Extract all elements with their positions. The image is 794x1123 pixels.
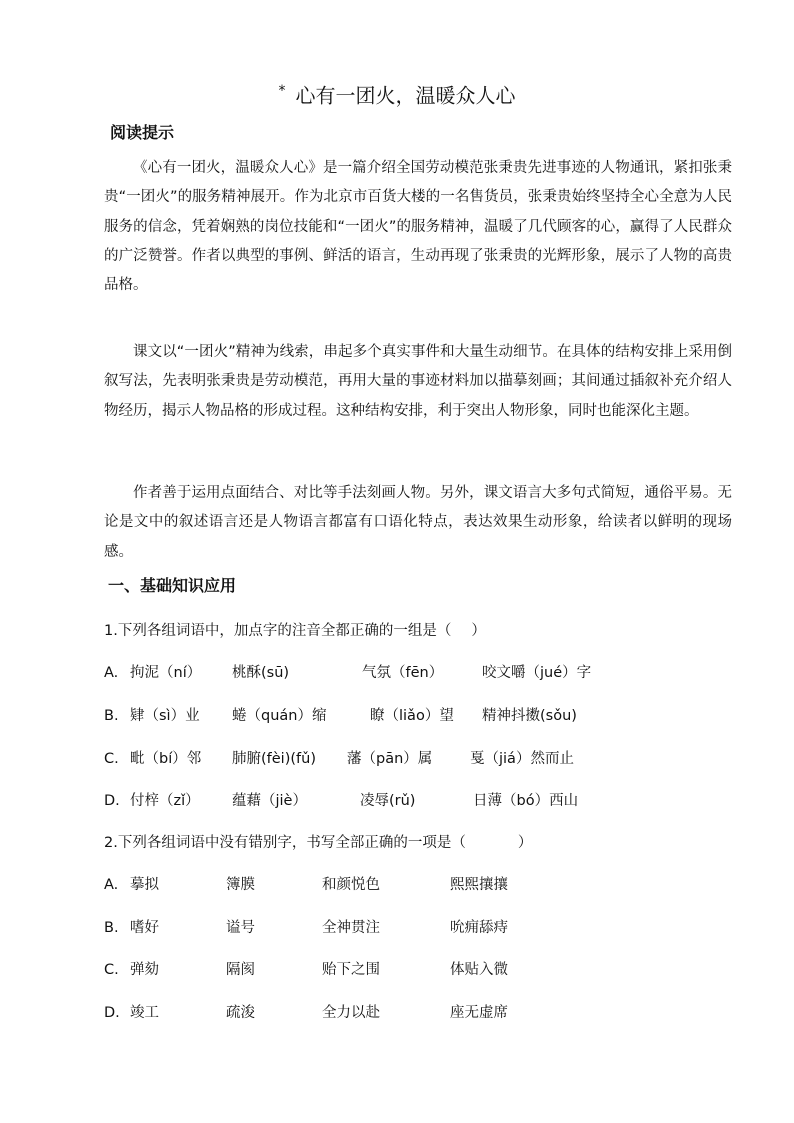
option-item: 凌辱(rǔ): [360, 793, 416, 809]
option-item: 全神贯注: [322, 920, 380, 936]
hint-paragraph-3: 作者善于运用点面结合、对比等手法刻画人物。另外，课文语言大多句式简短，通俗平易。无论是文中的叙述语言还是人物语言都富有口语化特点，表达效果生动形象，给读者以鲜明的现场感。: [104, 485, 732, 560]
option-item: 贻下之围: [322, 962, 380, 978]
option-item: 戛（jiá）然而止: [470, 751, 574, 767]
option-item: 弹劾: [130, 962, 159, 978]
option-item: 竣工: [130, 1005, 159, 1021]
option-item: 吮痈舔痔: [450, 920, 508, 936]
option-item: 和颜悦色: [322, 877, 380, 893]
option-item: 蜷（quán）缩: [232, 708, 327, 724]
title-text: 心有一团火，温暖众人心: [295, 83, 516, 108]
option-label: B.: [104, 920, 119, 936]
option-label: A.: [104, 877, 119, 893]
option-item: 日薄（bó）西山: [473, 793, 579, 809]
reading-hint-heading: 阅读提示: [110, 123, 175, 142]
option-label: C.: [104, 751, 119, 767]
question-1-stem: [104, 620, 486, 642]
option-label: D.: [104, 793, 120, 809]
hint-paragraph-2: 课文以“一团火”精神为线索，串起多个真实事件和大量生动细节。在具体的结构安排上采用倒叙写法，先表明张秉贵是劳动模范，再用大量的事迹材料加以描摹刻画；其间通过插叙补充介绍人物经历，揭示人物品格的形成过程。这种结构安排，利于突出人物形象，同时也能深化主题。: [104, 344, 732, 419]
option-label: B.: [104, 708, 119, 724]
question-1-text: 1.下列各组词语中，加点字的注音全都正确的一组是（: [104, 623, 452, 639]
option-item: 嗜好: [130, 920, 159, 936]
option-item: 蕴藉（jiè）: [232, 793, 307, 809]
question-2-close-paren: ）: [517, 835, 533, 851]
option-item: 谥号: [226, 920, 255, 936]
option-item: 毗（bí）邻: [130, 751, 202, 767]
option-item: 隔阂: [226, 962, 255, 978]
option-item: 疏浚: [226, 1005, 255, 1021]
question-2-text: 2.下列各组词语中没有错别字，书写全部正确的一项是（: [104, 835, 466, 851]
section-heading-basic-knowledge: 一、基础知识应用: [108, 576, 237, 595]
option-item: 咬文嚼（jué）字: [482, 665, 592, 681]
option-item: 肺腑(fèi)(fǔ): [232, 751, 316, 767]
option-item: 瞭（liǎo）望: [370, 708, 454, 724]
option-item: 摹拟: [130, 877, 159, 893]
option-item: 桃酥(sū): [232, 665, 290, 681]
option-item: 气氛（fēn）: [362, 665, 444, 681]
option-item: 付梓（zǐ）: [130, 793, 200, 809]
option-label: C.: [104, 962, 119, 978]
option-item: 簿膜: [226, 877, 255, 893]
question-2-stem: [104, 832, 532, 854]
option-item: 肄（sì）业: [130, 708, 200, 724]
hint-paragraph-1: 《心有一团火，温暖众人心》是一篇介绍全国劳动模范张秉贵先进事迹的人物通讯，紧扣张秉贵“一团火”的服务精神展开。作为北京市百货大楼的一名售货员，张秉贵始终坚持全心全意为人民服务的信念，凭着娴熟的岗位技能和“一团火”的服务精神，温暖了几代顾客的心，赢得了人民群众的广泛赞誉。作者以典型的事例、鲜活的语言，生动再现了张秉贵的光辉形象，展示了人物的高贵品格。: [104, 160, 732, 294]
document-title: [0, 78, 794, 109]
option-item: 熙熙攘攘: [450, 877, 508, 893]
option-label: A.: [104, 665, 119, 681]
option-item: 藩（pān）属: [347, 751, 433, 767]
optional-lesson-marker: *: [278, 83, 286, 99]
option-item: 全力以赴: [322, 1005, 380, 1021]
question-1-close-paren: ）: [471, 623, 486, 639]
option-label: D.: [104, 1005, 120, 1021]
option-item: 拘泥（ní）: [130, 665, 202, 681]
option-item: 座无虚席: [450, 1005, 508, 1021]
option-item: 体贴入微: [450, 962, 508, 978]
option-item: 精神抖擞(sǒu): [482, 708, 577, 724]
